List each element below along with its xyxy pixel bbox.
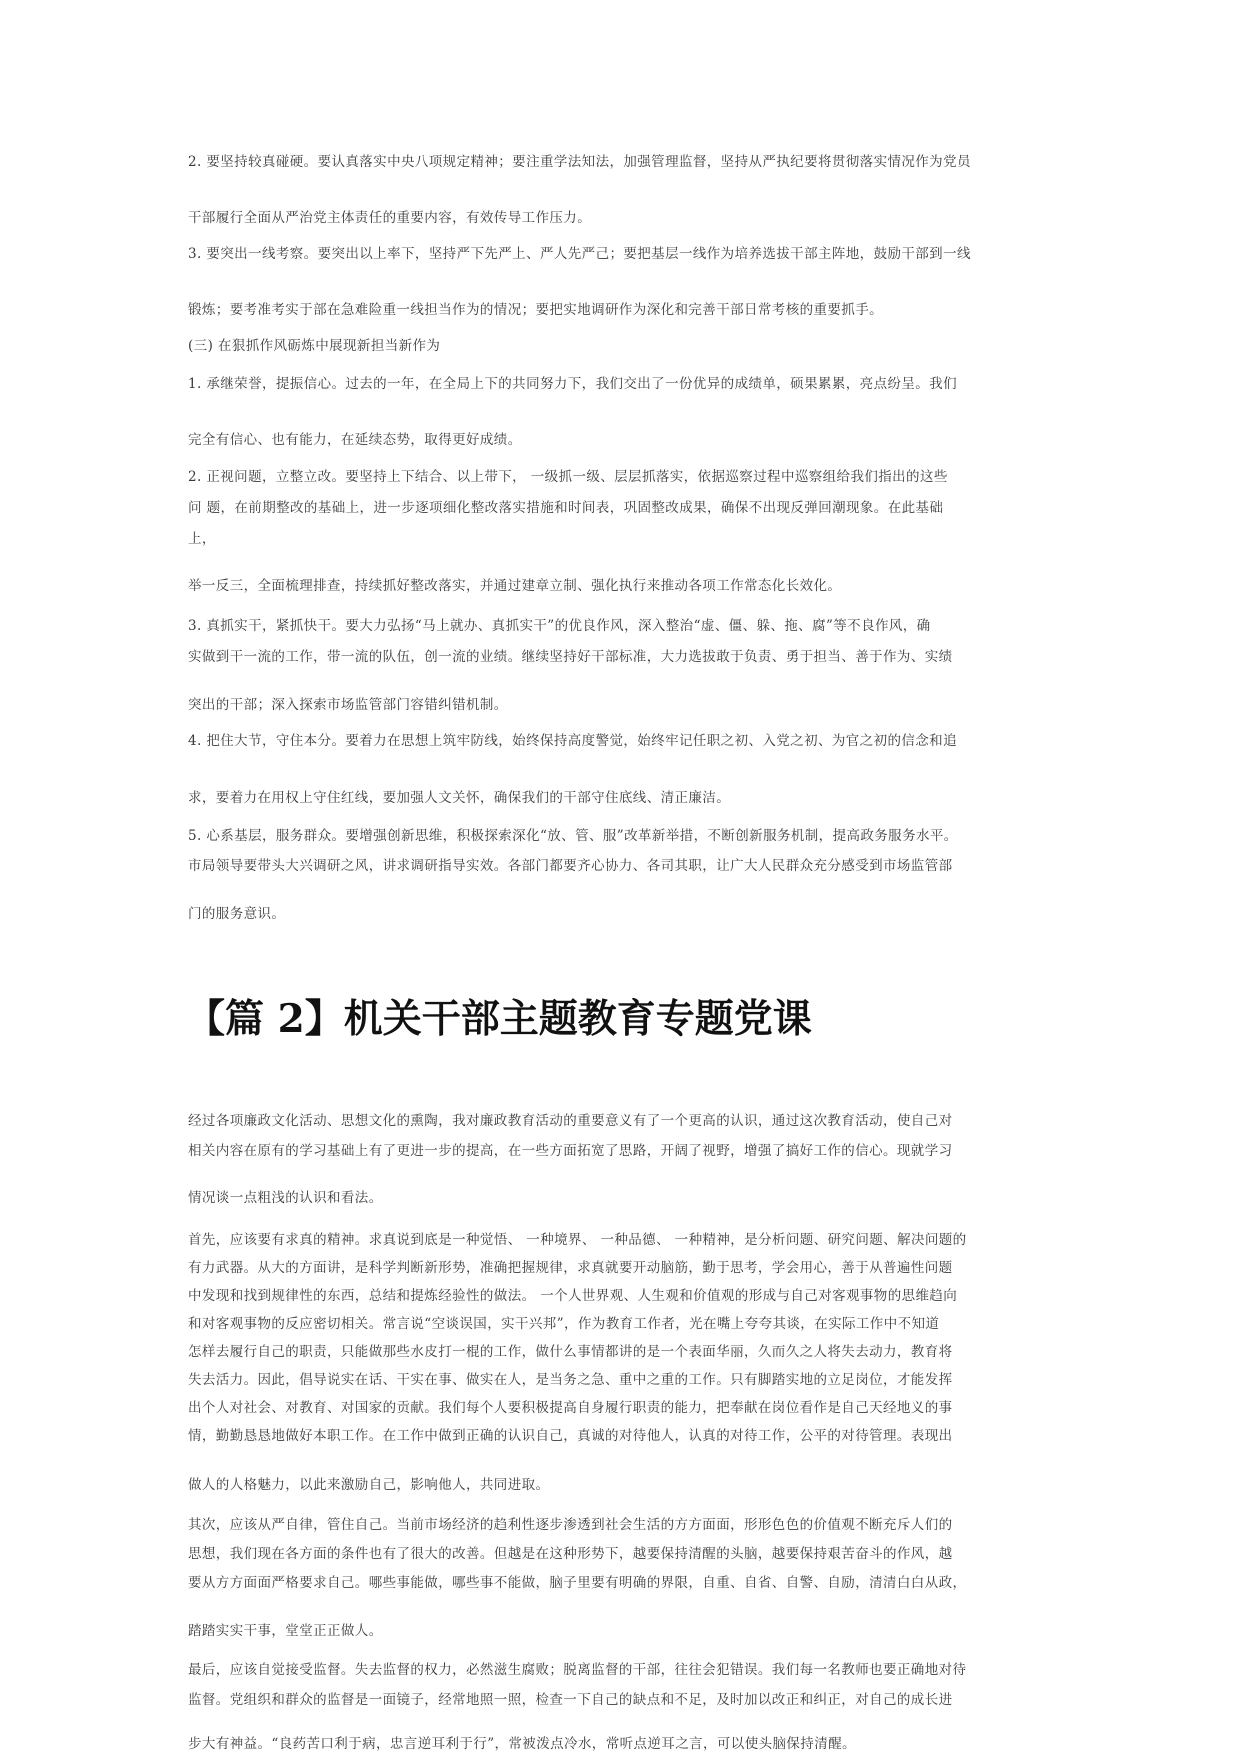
text-line: 2. 正视问题，立整立改。要坚持上下结合、以上带下， 一级抓一级、层层抓落实，依据巡察过程中巡察组给我们指出的这些: [188, 469, 948, 485]
text-line: 5. 心系基层，服务群众。要增强创新思维，积极探索深化“放、管、服”改革新举措，不断创新服务机制，提高政务服务水平。: [188, 828, 958, 844]
text-line: 中发现和找到规律性的东西，总结和提炼经验性的做法。 一个人世界观、人生观和价值观的形成与自己对客观事物的思维趋向: [188, 1288, 958, 1304]
text-line: 突出的干部；深入探索市场监管部门容错纠错机制。: [188, 697, 508, 713]
text-line: 3. 要突出一线考察。要突出以上率下，坚持严下先严上、严人先严己；要把基层一线作为培养选拔干部主阵地，鼓励干部到一线: [188, 246, 971, 262]
text-line: 情，勤勤恳恳地做好本职工作。在工作中做到正确的认识自己，真诚的对待他人，认真的对待工作，公平的对待管理。表现出: [188, 1428, 953, 1444]
text-line: 情况谈一点粗浅的认识和看法。: [188, 1190, 383, 1206]
text-line: 其次，应该从严自律，管住自己。当前市场经济的趋利性逐步渗透到社会生活的方方面面，形形色色的价值观不断充斥人们的: [188, 1517, 953, 1533]
text-line: 相关内容在原有的学习基础上有了更进一步的提高，在一些方面拓宽了思路，开阔了视野，增强了搞好工作的信心。现就学习: [188, 1143, 953, 1159]
text-line: 4. 把住大节，守住本分。要着力在思想上筑牢防线，始终保持高度警觉，始终牢记任职之初、入党之初、为官之初的信念和追: [188, 733, 957, 749]
text-line: 实做到干一流的工作，带一流的队伍，创一流的业绩。继续坚持好干部标准，大力选拔敢于负责、勇于担当、善于作为、实绩: [188, 649, 953, 665]
text-line: 举一反三，全面梳理排查，持续抓好整改落实，并通过建章立制、强化执行来推动各项工作常态化长效化。: [188, 578, 842, 594]
section-title: 【篇 2】机关干部主题教育专题党课: [186, 996, 812, 1042]
text-line: 监督。党组织和群众的监督是一面镜子，经常地照一照，检查一下自己的缺点和不足，及时加以改正和纠正，对自己的成长进: [188, 1692, 953, 1708]
text-line: 问 题，在前期整改的基础上，进一步逐项细化整改落实措施和时间表，巩固整改成果，确保不出现反弹回潮现象。在此基础: [188, 500, 944, 516]
text-line: 市局领导要带头大兴调研之风，讲求调研指导实效。各部门都要齐心协力、各司其职，让广大人民群众充分感受到市场监管部: [188, 858, 953, 874]
text-line: 步大有神益。“良药苦口利于病，忠言逆耳利于行”，常被泼点冷水，常听点逆耳之言，可以使头脑保持清醒。: [188, 1736, 856, 1752]
text-line: 锻炼；要考准考实于部在急难险重一线担当作为的情况；要把实地调研作为深化和完善干部日常考核的重要抓手。: [188, 302, 883, 318]
text-line: 完全有信心、也有能力，在延续态势，取得更好成绩。: [188, 432, 522, 448]
text-line: 失去活力。因此，倡导说实在话、干实在事、做实在人，是当务之急、重中之重的工作。只有脚踏实地的立足岗位，才能发挥: [188, 1372, 953, 1388]
text-line: 干部履行全面从严治党主体责任的重要内容，有效传导工作压力。: [188, 210, 592, 226]
text-line: 和对客观事物的反应密切相关。常言说“空谈误国，实干兴邦”，作为教育工作者，光在嘴上夸夸其谈，在实际工作中不知道: [188, 1316, 940, 1332]
text-line: 要从方方面面严格要求自己。哪些事能做，哪些事不能做，脑子里要有明确的界限，自重、自省、自警、自励，清清白白从政，: [188, 1575, 967, 1591]
text-line: 求，要着力在用权上守住红线，要加强人文关怀，确保我们的干部守住底线、清正廉洁。: [188, 790, 731, 806]
text-line: 经过各项廉政文化活动、思想文化的熏陶，我对廉政教育活动的重要意义有了一个更高的认识，通过这次教育活动，使自己对: [188, 1113, 953, 1129]
text-line: 最后，应该自觉接受监督。失去监督的权力，必然滋生腐败；脱离监督的干部，往往会犯错误。我们每一名教师也要正确地对待: [188, 1662, 967, 1678]
text-line: 门的服务意识。: [188, 906, 286, 922]
text-line: 思想，我们现在各方面的条件也有了很大的改善。但越是在这种形势下，越要保持清醒的头脑，越要保持艰苦奋斗的作风，越: [188, 1546, 953, 1562]
text-line: 做人的人格魅力，以此来激励自己，影响他人，共同进取。: [188, 1477, 550, 1493]
text-line: 首先，应该要有求真的精神。求真说到底是一种觉悟、 一种境界、 一种品德、 一种精神，是分析问题、研究问题、解决问题的: [188, 1232, 967, 1248]
text-line: 3. 真抓实干，紧抓快干。要大力弘扬“马上就办、真抓实干”的优良作风，深入整治“虚、僵、躲、拖、腐”等不良作风，确: [188, 618, 931, 634]
sub-heading: (三) 在狠抓作风砺炼中展现新担当新作为: [188, 338, 441, 354]
text-line: 有力武器。从大的方面讲，是科学判断新形势，准确把握规律，求真就要开动脑筋，勤于思考，学会用心，善于从普遍性问题: [188, 1260, 953, 1276]
text-line: 1. 承继荣誉，提振信心。过去的一年，在全局上下的共同努力下，我们交出了一份优异的成绩单，硕果累累，亮点纷呈。我们: [188, 376, 957, 392]
text-line: 2. 要坚持较真碰硬。要认真落实中央八项规定精神；要注重学法知法，加强管理监督，坚持从严执纪要将贯彻落实情况作为党员: [188, 154, 971, 170]
text-line: 踏踏实实干事，堂堂正正做人。: [188, 1623, 383, 1639]
text-line: 怎样去履行自己的职责，只能做那些水皮打一棍的工作，做什么事情都讲的是一个表面华丽，久而久之人将失去动力，教育将: [188, 1344, 953, 1360]
text-line: 出个人对社会、对教育、对国家的贡献。我们每个人要积极提高自身履行职责的能力，把奉献在岗位看作是自己天经地义的事: [188, 1400, 953, 1416]
text-line: 上，: [188, 531, 216, 547]
